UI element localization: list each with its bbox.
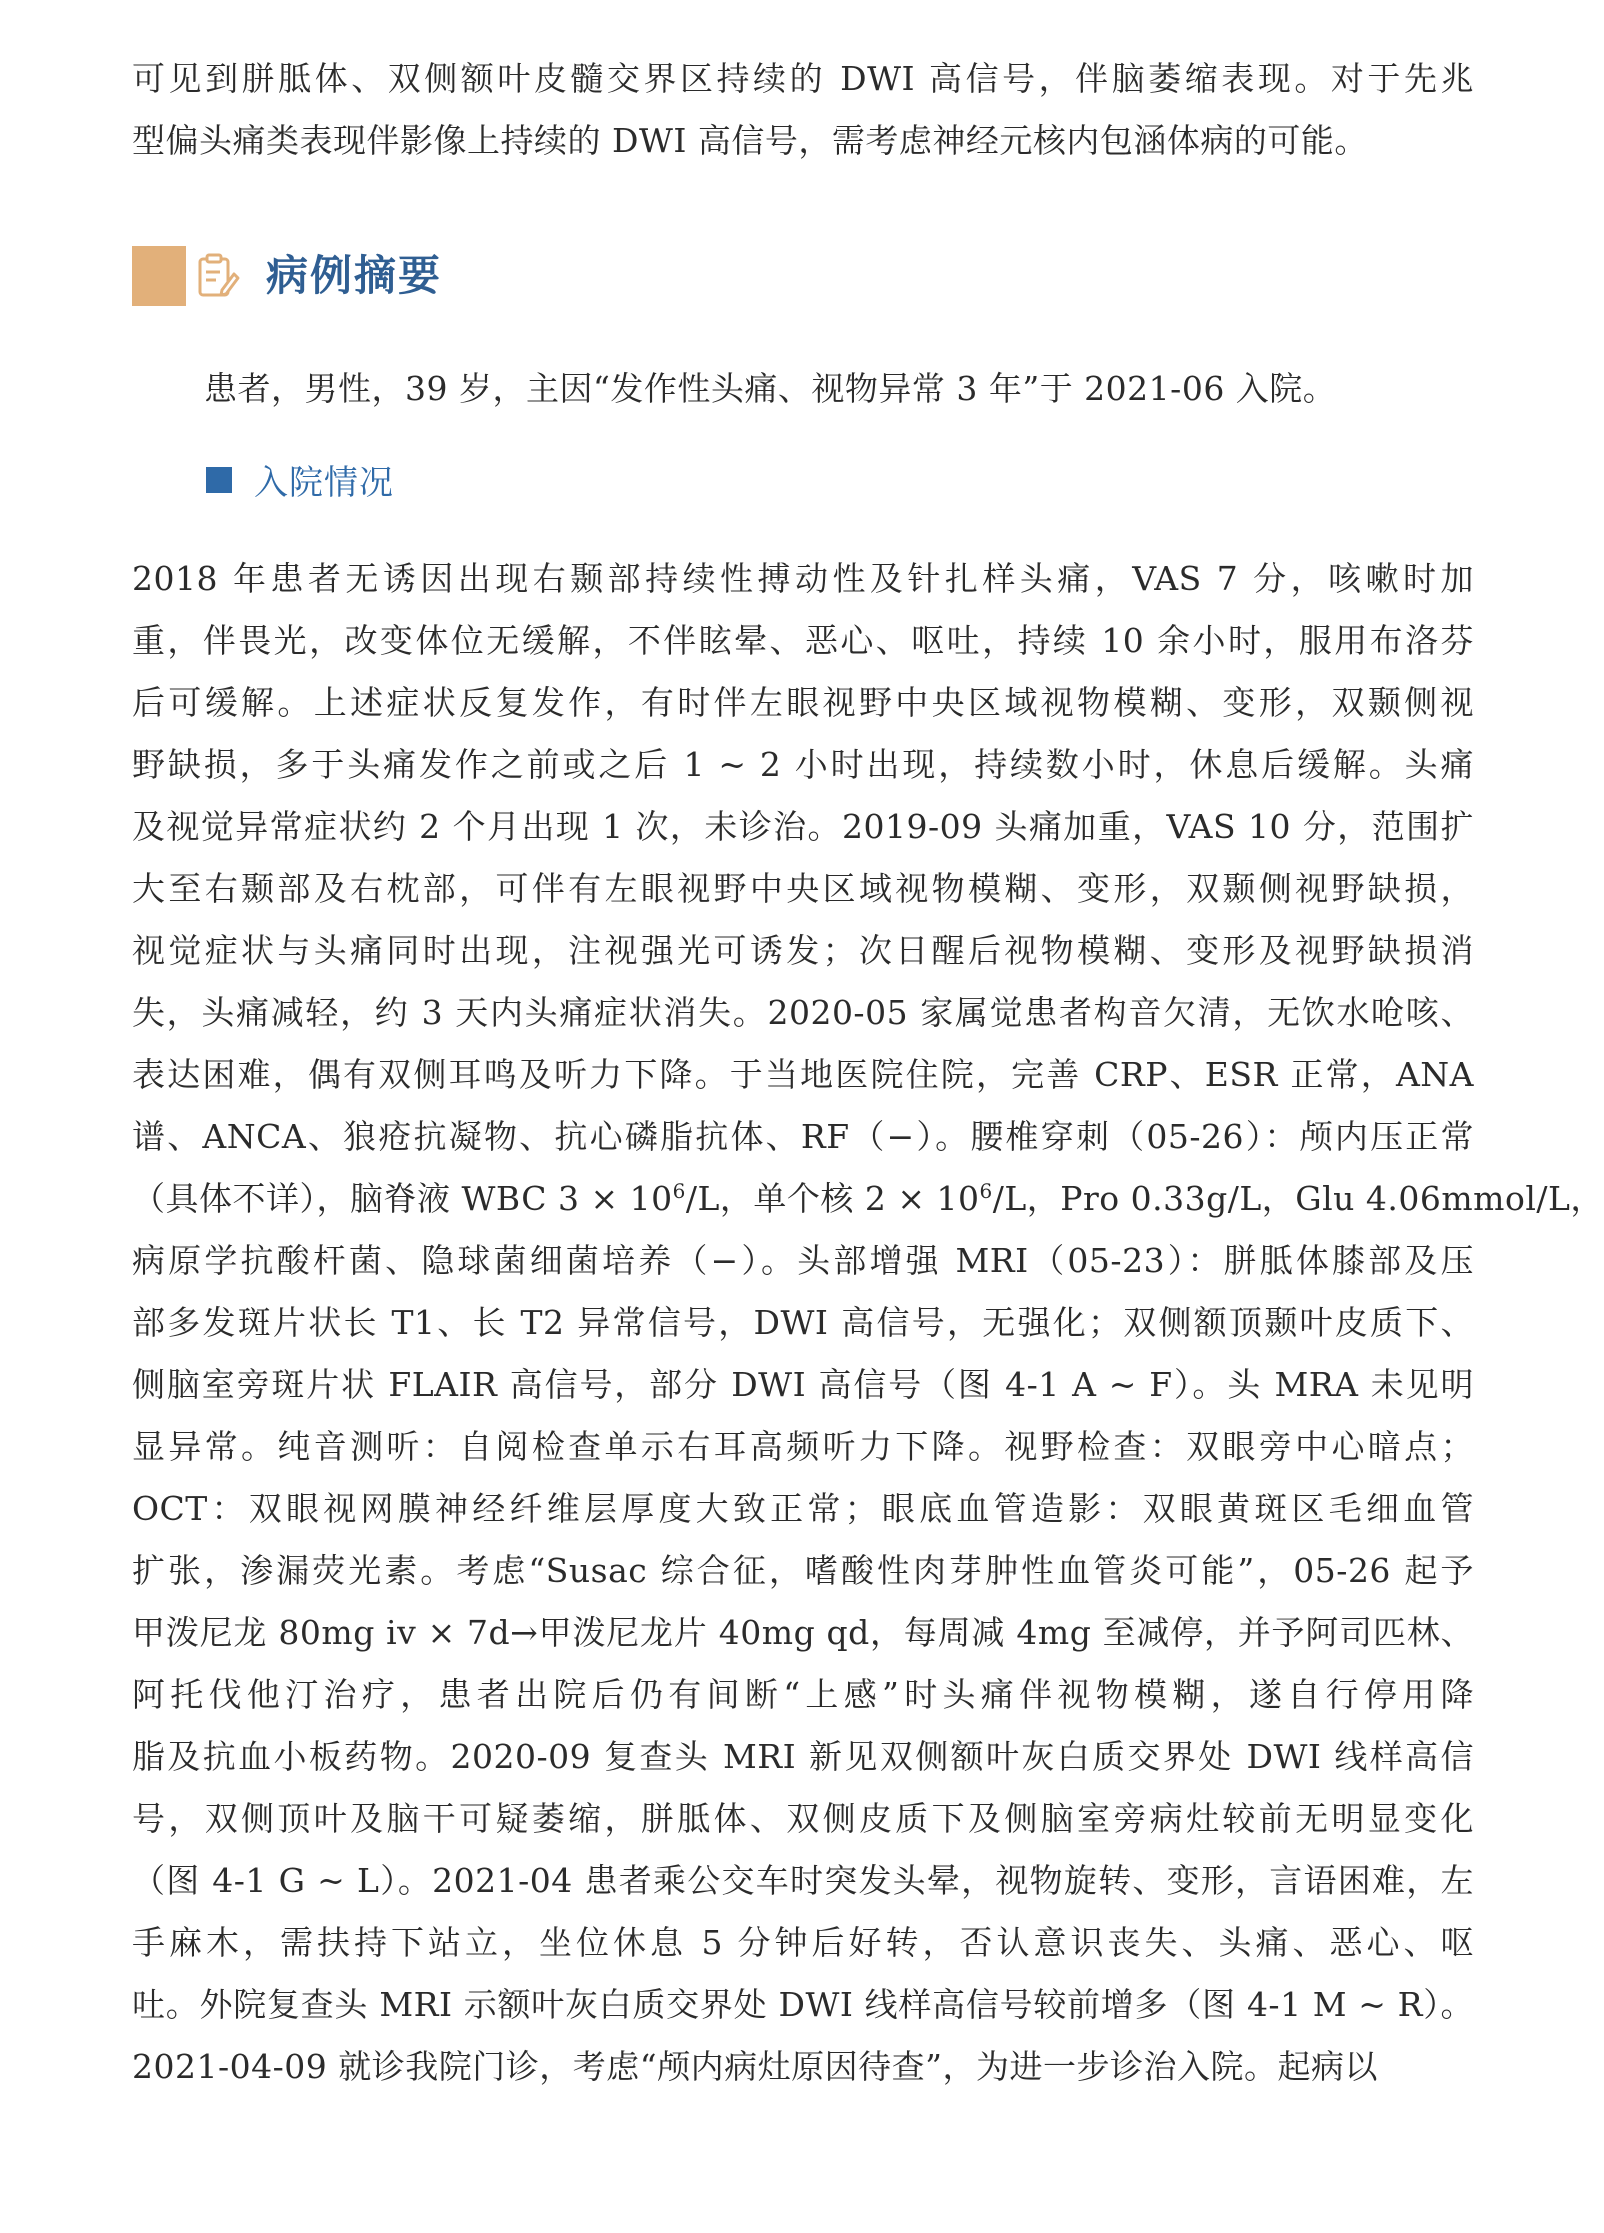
- text-line: 视觉症状与头痛同时出现，注视强光可诱发；次日醒后视物模糊、变形及视野缺损消: [132, 931, 1474, 970]
- text-line: 病原学抗酸杆菌、隐球菌细菌培养（−）。头部增强 MRI（05-23）：胼胝体膝部及压: [132, 1241, 1474, 1280]
- square-bullet-icon: [206, 467, 232, 493]
- case-summary-text: 患者，男性，39 岁，主因“发作性头痛、视物异常 3 年”于 2021-06 入院。: [204, 369, 1337, 408]
- text-line: 野缺损，多于头痛发作之前或之后 1 ~ 2 小时出现，持续数小时，休息后缓解。头痛: [132, 745, 1474, 784]
- text-line: OCT：双眼视网膜神经纤维层厚度大致正常；眼底血管造影：双眼黄斑区毛细血管: [132, 1489, 1474, 1528]
- text-line: （图 4-1 G ~ L）。2021-04 患者乘公交车时突发头晕，视物旋转、变形，言语困难，左: [132, 1861, 1474, 1900]
- csf-line: （具体不详），脑脊液 WBC $3 \times 10^6/L$，单个核 $2 \times 10^6/L$，Pro 0.33g/L，Glu 4.06mmol/L，: [132, 1179, 1604, 1218]
- intro-paragraph: [132, 48, 1474, 172]
- text-line: 谱、ANCA、狼疮抗凝物、抗心磷脂抗体、RF（−）。腰椎穿刺（05-26）：颅内压正常: [132, 1117, 1474, 1156]
- text-line: 2021-04-09 就诊我院门诊，考虑“颅内病灶原因待查”，为进一步诊治入院。起病以: [132, 2047, 1378, 2086]
- text-line: 重，伴畏光，改变体位无缓解，不伴眩晕、恶心、呕吐，持续 10 余小时，服用布洛芬: [132, 621, 1474, 660]
- text-line: 后可缓解。上述症状反复发作，有时伴左眼视野中央区域视物模糊、变形，双颞侧视: [132, 683, 1474, 722]
- subsection-header: [206, 458, 394, 508]
- text-line: 甲泼尼龙 80mg iv × 7d→甲泼尼龙片 40mg qd，每周减 4mg 至减停，并予阿司匹林、: [132, 1613, 1474, 1652]
- text-line: 型偏头痛类表现伴影像上持续的 DWI 高信号，需考虑神经元核内包涵体病的可能。: [132, 121, 1368, 160]
- text-line: 手麻木，需扶持下站立，坐位休息 5 分钟后好转，否认意识丧失、头痛、恶心、呕: [132, 1923, 1474, 1962]
- text-line: 表达困难，偶有双侧耳鸣及听力下降。于当地医院住院，完善 CRP、ESR 正常，ANA: [132, 1055, 1474, 1094]
- subsection-title: 入院情况: [254, 463, 394, 503]
- text-line: 扩张，渗漏荧光素。考虑“Susac 综合征，嗜酸性肉芽肿性血管炎可能”，05-26 起予: [132, 1551, 1474, 1590]
- text-line: 及视觉异常症状约 2 个月出现 1 次，未诊治。2019-09 头痛加重，VAS 10 分，范围扩: [132, 807, 1474, 846]
- text-line: 可见到胼胝体、双侧额叶皮髓交界区持续的 DWI 高信号，伴脑萎缩表现。对于先兆: [132, 59, 1474, 98]
- text-line: 大至右颞部及右枕部，可伴有左眼视野中央区域视物模糊、变形，双颞侧视野缺损，: [132, 869, 1474, 908]
- text-line: 显异常。纯音测听：自阅检查单示右耳高频听力下降。视野检查：双眼旁中心暗点；: [132, 1427, 1474, 1466]
- admission-history-paragraph: [132, 548, 1604, 2098]
- section-title: 病例摘要: [266, 251, 443, 300]
- text-line: 侧脑室旁斑片状 FLAIR 高信号，部分 DWI 高信号（图 4-1 A ~ F）。头 MRA 未见明: [132, 1365, 1474, 1404]
- text-line: 脂及抗血小板药物。2020-09 复查头 MRI 新见双侧额叶灰白质交界处 DWI 线样高信: [132, 1737, 1474, 1776]
- text-line: 阿托伐他汀治疗，患者出院后仍有间断“上感”时头痛伴视物模糊，遂自行停用降: [132, 1675, 1474, 1714]
- case-summary: [204, 358, 1474, 420]
- section-header: [132, 246, 532, 306]
- text-line: 2018 年患者无诱因出现右颞部持续性搏动性及针扎样头痛，VAS 7 分，咳嗽时加: [132, 559, 1474, 598]
- text-line: 吐。外院复查头 MRI 示额叶灰白质交界处 DWI 线样高信号较前增多（图 4-1 M ~ R）。: [132, 1985, 1474, 2024]
- text-line: 部多发斑片状长 T1、长 T2 异常信号，DWI 高信号，无强化；双侧额顶颞叶皮质下、: [132, 1303, 1474, 1342]
- text-line: 号，双侧顶叶及脑干可疑萎缩，胼胝体、双侧皮质下及侧脑室旁病灶较前无明显变化: [132, 1799, 1474, 1838]
- clipboard-edit-icon: [192, 252, 242, 302]
- text-line: 失，头痛减轻，约 3 天内头痛症状消失。2020-05 家属觉患者构音欠清，无饮水呛咳、: [132, 993, 1474, 1032]
